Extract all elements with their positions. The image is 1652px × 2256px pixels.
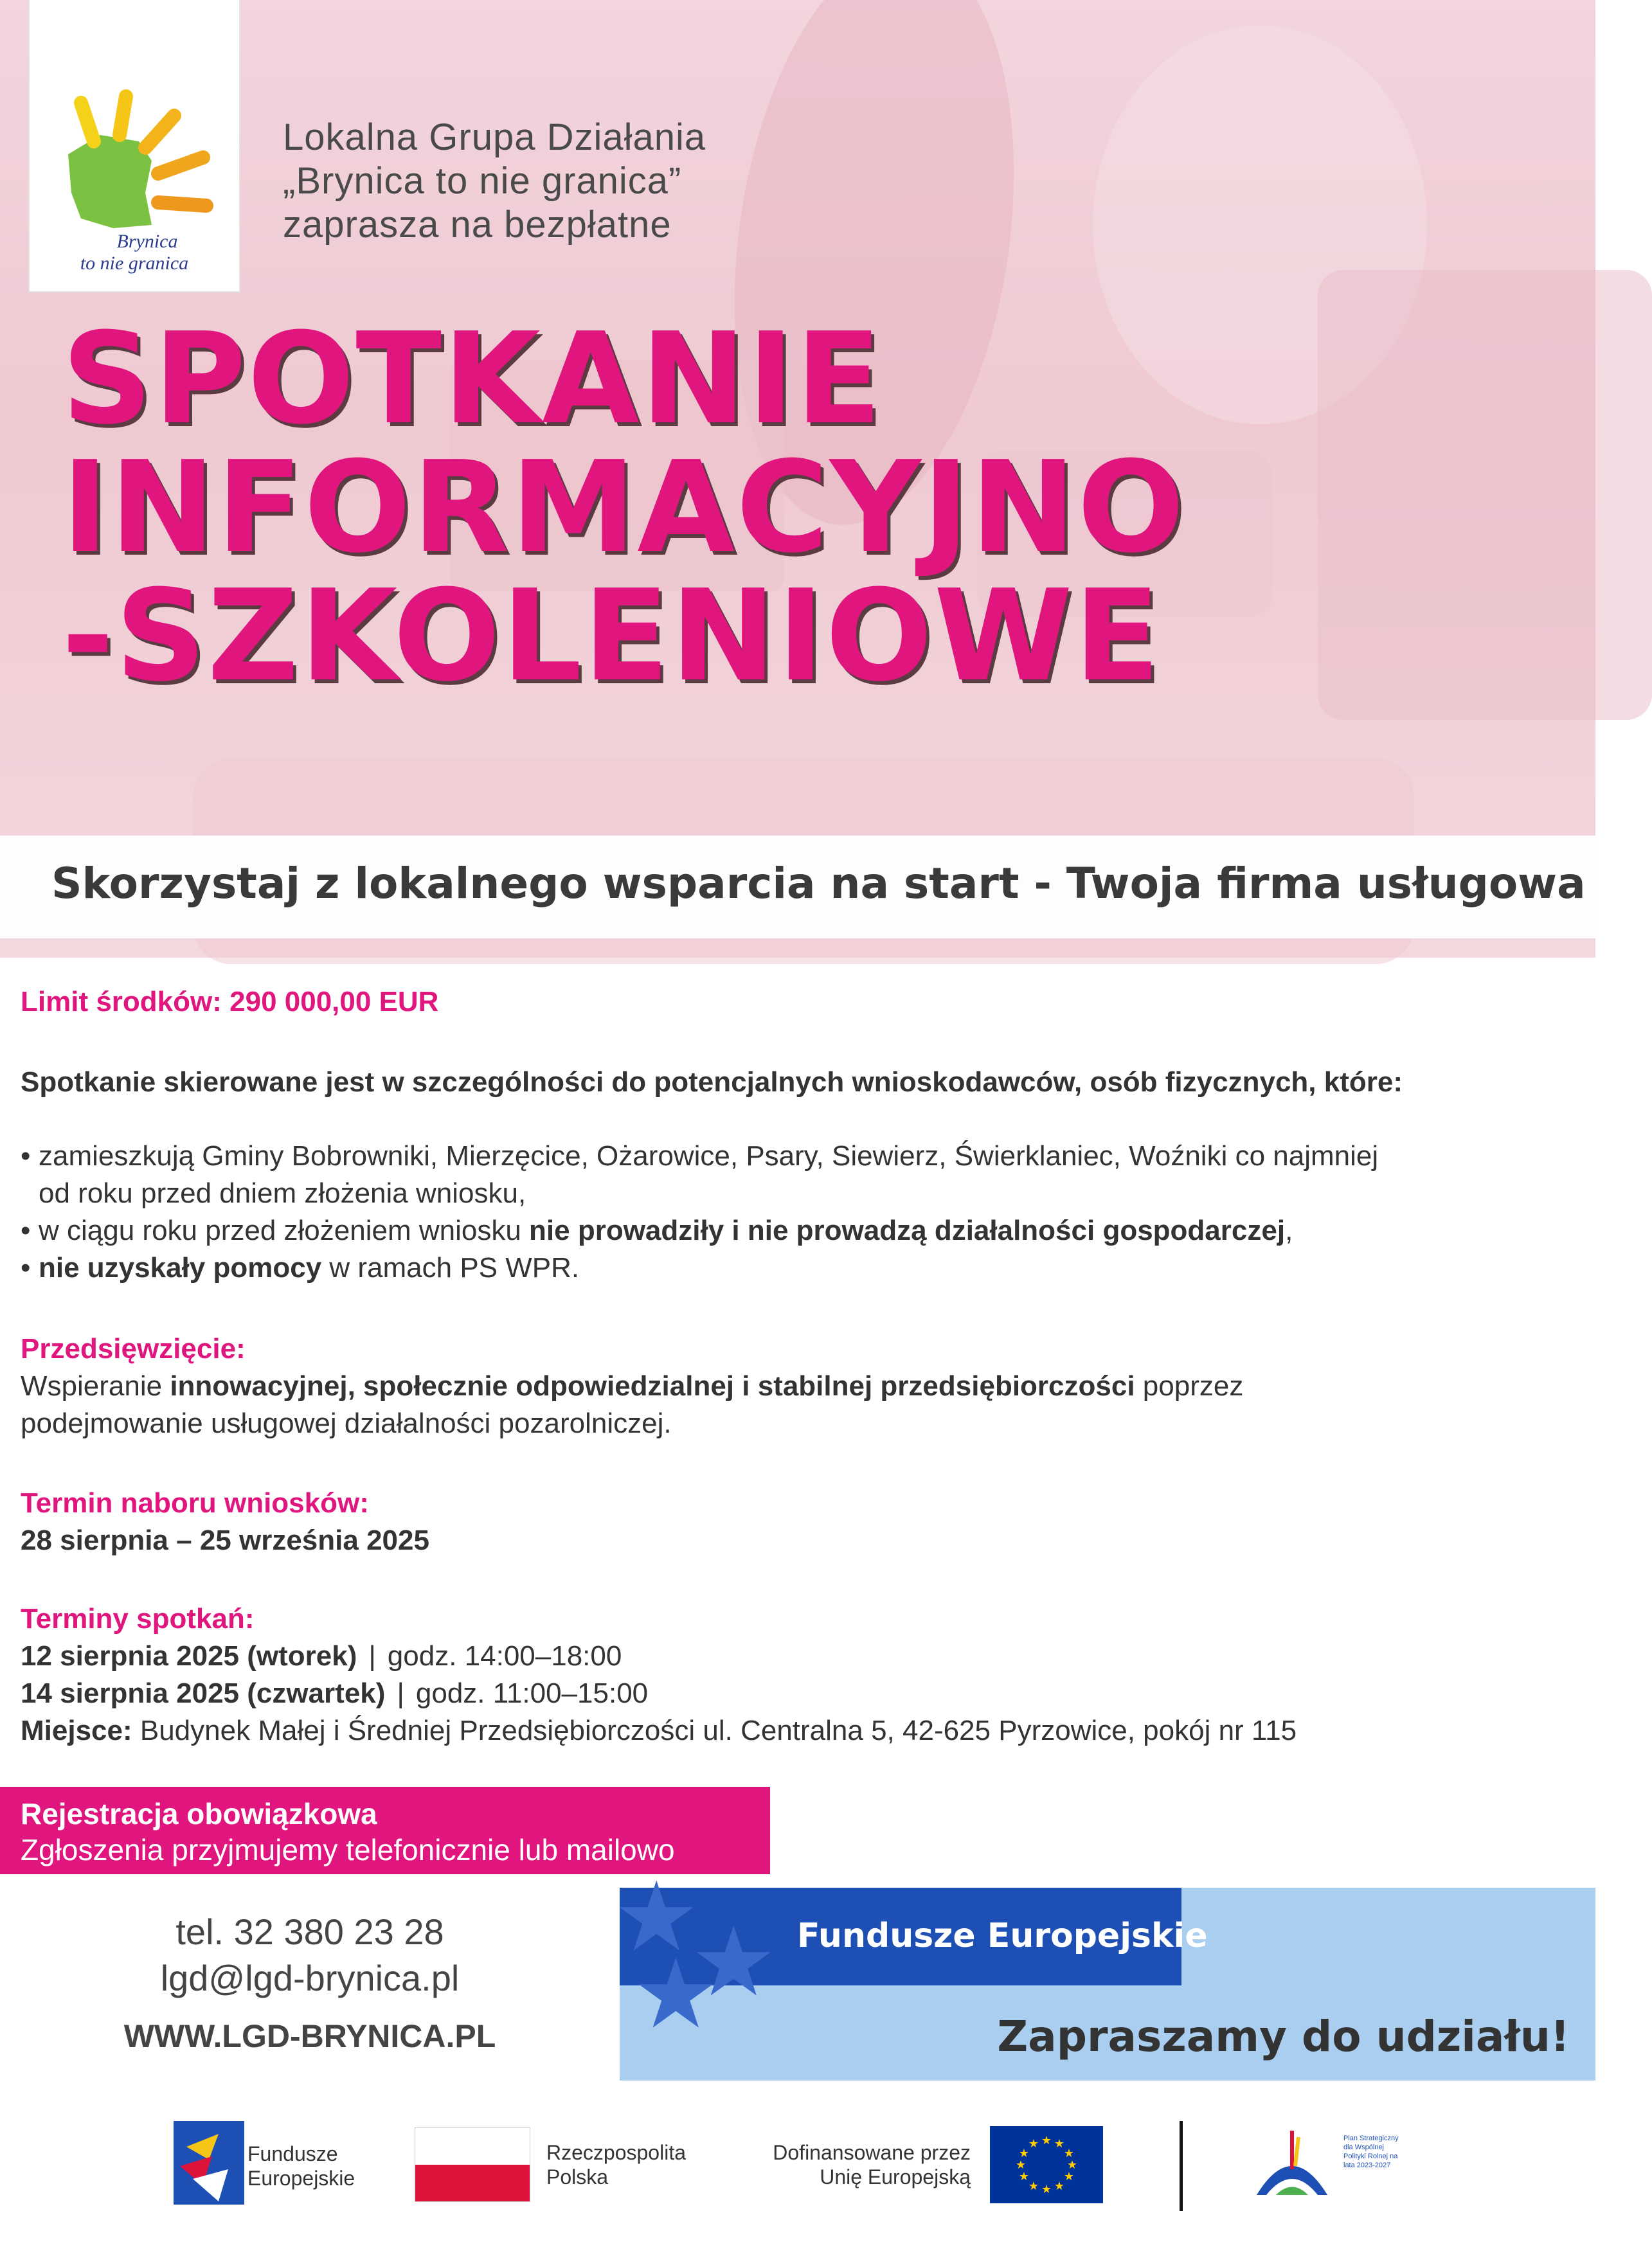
star-icon: ★ — [613, 1863, 700, 1971]
bullet-icon: • — [21, 1252, 31, 1284]
section-heading: Terminy spotkań: — [21, 1603, 255, 1634]
registration-title: Rejestracja obowiązkowa — [21, 1797, 377, 1831]
text: Wspieranie — [21, 1370, 170, 1402]
svg-text:★: ★ — [1063, 2147, 1075, 2160]
meeting-row — [21, 1675, 1576, 1712]
phone-link[interactable]: tel. 32 380 23 28 — [175, 1911, 444, 1952]
list-item-text: w ramach PS WPR. — [321, 1252, 580, 1284]
lgd-logo — [28, 0, 240, 292]
eu-logo-line: Unię Europejską — [820, 2165, 971, 2189]
poland-flag-icon — [415, 2127, 530, 2202]
eu-logo-text — [749, 2140, 971, 2189]
svg-text:★: ★ — [1066, 2158, 1078, 2172]
fe-logo-text — [247, 2142, 355, 2190]
title-line: INFORMACYJNO — [62, 434, 1186, 581]
fundusze-europejskie-icon — [174, 2121, 244, 2205]
meeting-date: 14 sierpnia 2025 (czwartek) — [21, 1678, 386, 1709]
list-item — [21, 1212, 1576, 1249]
footer-logos — [0, 2115, 1595, 2217]
website-link[interactable]: WWW.LGD-BRYNICA.PL — [123, 2018, 496, 2054]
audience-list — [21, 1138, 1576, 1287]
meeting-date: 12 sierpnia 2025 (wtorek) — [21, 1640, 357, 1672]
email-link[interactable]: lgd@lgd-brynica.pl — [160, 1958, 460, 1998]
list-item-text: od roku przed dniem złożenia wniosku, — [39, 1177, 526, 1209]
ps-wpr-logo-text: Plan Strategiczny dla Wspólnej Polityki Rolnej na lata 2023-2027 — [1343, 2135, 1399, 2169]
text-emphasis: innowacyjnej, społecznie odpowiedzialnej i stabilnej przedsiębiorczości — [170, 1370, 1135, 1402]
meeting-row — [21, 1638, 1576, 1675]
svg-text:★: ★ — [1054, 2137, 1065, 2151]
pl-logo-line: Polska — [546, 2165, 609, 2189]
fe-banner — [613, 1863, 1595, 2081]
fe-banner-dark — [613, 1863, 1208, 2048]
list-item-text: w ciągu roku przed złożeniem wniosku — [39, 1215, 530, 1246]
meeting-place — [21, 1712, 1576, 1750]
section-heading: Termin naboru wniosków: — [21, 1487, 369, 1519]
funding-limit: Limit środków: 290 000,00 EUR — [21, 986, 439, 1017]
fe-logo-line: Europejskie — [247, 2167, 355, 2190]
list-item — [21, 1138, 1576, 1212]
bullet-icon: • — [21, 1215, 31, 1246]
meeting-time: godz. 11:00–15:00 — [415, 1678, 649, 1709]
text: poprzez — [1135, 1370, 1244, 1402]
svg-text:★: ★ — [1018, 2170, 1030, 2183]
list-item-emphasis: nie prowadziły i nie prowadzą działalności gospodarczej — [529, 1215, 1286, 1246]
meetings-section — [21, 1600, 1576, 1750]
banner-title: Fundusze Europejskie — [797, 1917, 1208, 1955]
pl-logo-text — [546, 2140, 686, 2189]
svg-text:★: ★ — [1054, 2180, 1065, 2193]
logo-text: Brynica — [116, 231, 178, 252]
ps-wpr-logo-icon — [1247, 2124, 1337, 2208]
star-icon: ★ — [633, 1940, 719, 2048]
logo-text: to nie granica — [80, 253, 189, 274]
title-line: -SZKOLENIOWE — [62, 563, 1162, 710]
svg-text:★: ★ — [1015, 2158, 1027, 2172]
eu-logo-line: Dofinansowane przez — [773, 2141, 971, 2164]
audience-intro: Spotkanie skierowane jest w szczególności do potencjalnych wnioskodawców, osób fizycznych, które: — [21, 1066, 1403, 1098]
intro-line: zaprasza na bezpłatne — [283, 204, 672, 246]
registration-box — [0, 1787, 770, 1874]
registration-subtitle: Zgłoszenia przyjmujemy telefonicznie lub mailowo — [21, 1833, 675, 1867]
separator: | — [368, 1640, 376, 1672]
svg-text:★: ★ — [1018, 2147, 1030, 2160]
svg-text:★: ★ — [1063, 2170, 1075, 2183]
banner-call: Zapraszamy do udziału! — [997, 2012, 1570, 2061]
list-item — [21, 1249, 1576, 1287]
eu-flag-icon — [990, 2126, 1103, 2203]
contact-info — [0, 1909, 620, 2059]
svg-text:★: ★ — [1028, 2137, 1039, 2151]
page-title — [62, 306, 1186, 710]
title-line: SPOTKANIE — [62, 306, 883, 452]
list-item-emphasis: nie uzyskały pomocy — [39, 1252, 322, 1284]
svg-text:★: ★ — [1041, 2134, 1052, 2147]
meeting-time: godz. 14:00–18:00 — [387, 1640, 622, 1672]
subtitle: Skorzystaj z lokalnego wsparcia na start - Twoja firma usługowa — [51, 859, 1586, 908]
undertaking-text — [21, 1368, 1576, 1405]
intro-line: Lokalna Grupa Działania — [283, 116, 706, 158]
organization-intro — [283, 116, 706, 247]
pl-logo-line: Rzeczpospolita — [546, 2141, 686, 2164]
place-label: Miejsce: — [21, 1715, 132, 1746]
list-item-text: , — [1285, 1215, 1293, 1246]
deadline-section — [21, 1485, 1576, 1559]
fe-logo-line: Fundusze — [247, 2142, 338, 2165]
intro-line: „Brynica to nie granica” — [283, 160, 682, 202]
bg-shape — [1318, 270, 1652, 720]
hand-map-icon — [55, 96, 222, 238]
undertaking-text: podejmowanie usługowej działalności pozarolniczej. — [21, 1408, 672, 1439]
separator: | — [397, 1678, 404, 1709]
star-icon: ★ — [690, 1908, 777, 2016]
undertaking-section — [21, 1330, 1576, 1442]
svg-text:★: ★ — [1041, 2183, 1052, 2196]
bullet-icon: • — [21, 1140, 31, 1172]
divider — [1180, 2121, 1183, 2211]
list-item-text: zamieszkują Gminy Bobrowniki, Mierzęcice, Ożarowice, Psary, Siewierz, Świerklaniec, Woźniki co najmniej — [39, 1140, 1379, 1172]
section-heading: Przedsięwzięcie: — [21, 1333, 246, 1365]
deadline-dates: 28 sierpnia – 25 września 2025 — [21, 1525, 429, 1556]
svg-text:★: ★ — [1028, 2180, 1039, 2193]
place-text: Budynek Małej i Średniej Przedsiębiorczości ul. Centralna 5, 42-625 Pyrzowice, pokój nr 115 — [132, 1715, 1297, 1746]
